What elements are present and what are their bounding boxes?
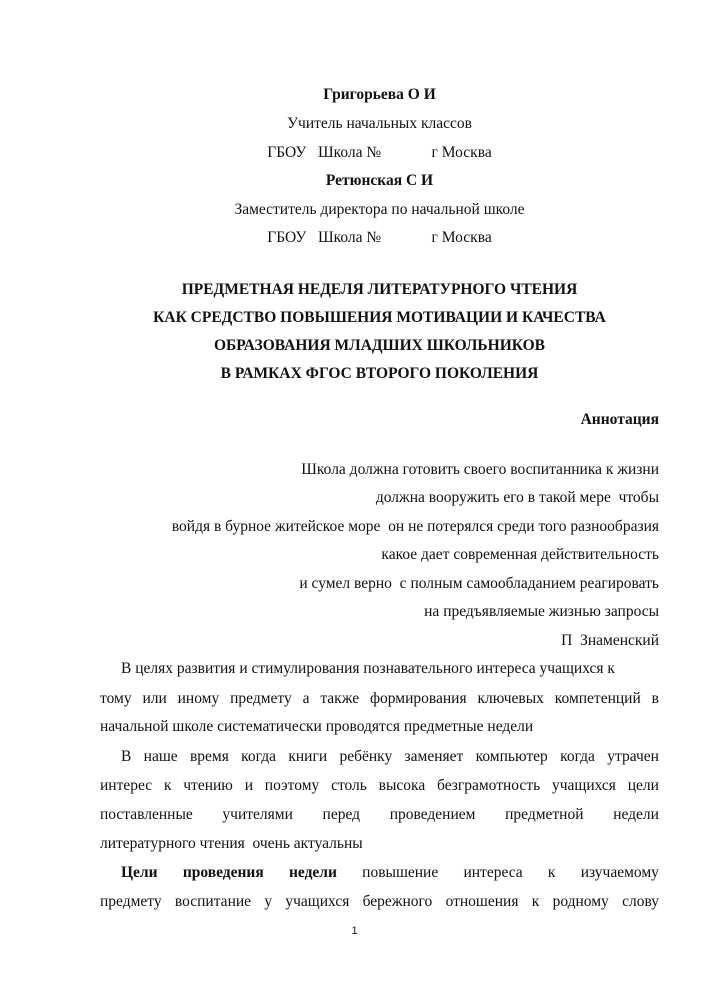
word: у (264, 893, 273, 910)
word: утрачен (607, 748, 659, 765)
author-2-org: ГБОУ Школа № г Москва (267, 229, 492, 246)
word: предмету (100, 893, 162, 910)
epigraph-line-1: Школа должна готовить своего воспитанника к жизни (301, 461, 659, 478)
para1-line-3: начальной школе систематически проводятся предметные недели (100, 718, 534, 735)
word: когда (241, 748, 277, 765)
word: к (547, 864, 556, 881)
word: компьютер (475, 748, 548, 765)
word: компетенций (554, 690, 641, 707)
bold-word: Цели (121, 864, 158, 881)
word: повышение (362, 864, 439, 881)
word: учащихся (285, 893, 350, 910)
word: а (302, 690, 310, 707)
author-2-position: Заместитель директора по начальной школе (234, 201, 525, 218)
para2-line-4: литературного чтения очень актуальны (100, 835, 363, 852)
author-1-org: ГБОУ Школа № г Москва (267, 144, 492, 161)
title-line-4: В РАМКАХ ФГОС ВТОРОГО ПОКОЛЕНИЯ (220, 365, 539, 382)
word: В (121, 748, 132, 765)
word: ребёнку (339, 748, 393, 765)
word: время (189, 748, 229, 765)
word: к (163, 777, 172, 794)
word: столь (331, 777, 367, 794)
author-2-name: Ретюнская С И (325, 172, 434, 189)
word: интереса (463, 864, 523, 881)
epigraph-line-2: должна вооружить его в такой мере чтобы (375, 489, 659, 506)
word: когда (560, 748, 595, 765)
para1-line-2 (100, 688, 659, 710)
word: и (244, 777, 253, 794)
bold-word: проведения (182, 864, 264, 881)
epigraph-author: П Знаменский (561, 632, 659, 649)
author-1-position: Учитель начальных классов (287, 115, 472, 132)
para2-line-3 (100, 804, 659, 826)
word: в (651, 690, 659, 707)
word: поэтому (264, 777, 320, 794)
word: предмету (230, 690, 292, 707)
para1-line-1: В целях развития и стимулирования познавательного интереса учащихся к (121, 660, 615, 677)
word: тому (100, 690, 132, 707)
word: перед (322, 806, 361, 823)
epigraph-line-5: и сумел верно с полным самообладанием реагировать (299, 575, 659, 592)
word: иному (177, 690, 220, 707)
word: проведением (389, 806, 476, 823)
title-line-1: ПРЕДМЕТНАЯ НЕДЕЛЯ ЛИТЕРАТУРНОГО ЧТЕНИЯ (181, 281, 578, 298)
word: отношения (445, 893, 519, 910)
epigraph-line-3: войдя в бурное житейское море он не потерялся среди того разнообразия (171, 518, 659, 535)
para3-line-1 (100, 862, 659, 884)
word: воспитание (174, 893, 252, 910)
word: чтению (183, 777, 233, 794)
word: высока (378, 777, 426, 794)
page-number: 1 (351, 925, 358, 937)
word: цели (627, 777, 659, 794)
word: поставленные (100, 806, 193, 823)
word: недели (613, 806, 659, 823)
para3-line-2 (100, 891, 659, 913)
annotation-heading: Аннотация (580, 411, 659, 428)
word: бережного (362, 893, 433, 910)
word: изучаемому (580, 864, 659, 881)
word: формирования (369, 690, 467, 707)
word: ключевых (477, 690, 544, 707)
word: заменяет (404, 748, 464, 765)
bold-word: недели (288, 864, 337, 881)
para2-line-1 (100, 746, 659, 768)
word: или (142, 690, 167, 707)
word: безграмотность (437, 777, 541, 794)
word: учащихся (551, 777, 616, 794)
word: наше (143, 748, 178, 765)
epigraph-line-4: какое дает современная действительность (381, 546, 659, 563)
word: книги (288, 748, 328, 765)
word: интерес (100, 777, 153, 794)
word: также (320, 690, 360, 707)
word: к (531, 893, 540, 910)
word: родному (552, 893, 609, 910)
title-line-3: ОБРАЗОВАНИЯ МЛАДШИХ ШКОЛЬНИКОВ (213, 337, 546, 354)
epigraph-line-6: на предъявляемые жизнью запросы (424, 603, 659, 620)
author-1-name: Григорьева О И (323, 86, 436, 103)
word: слову (622, 893, 659, 910)
title-line-2: КАК СРЕДСТВО ПОВЫШЕНИЯ МОТИВАЦИИ И КАЧЕСТВА (153, 309, 606, 326)
para2-line-2 (100, 775, 659, 797)
word: учителями (222, 806, 293, 823)
word: предметной (505, 806, 584, 823)
